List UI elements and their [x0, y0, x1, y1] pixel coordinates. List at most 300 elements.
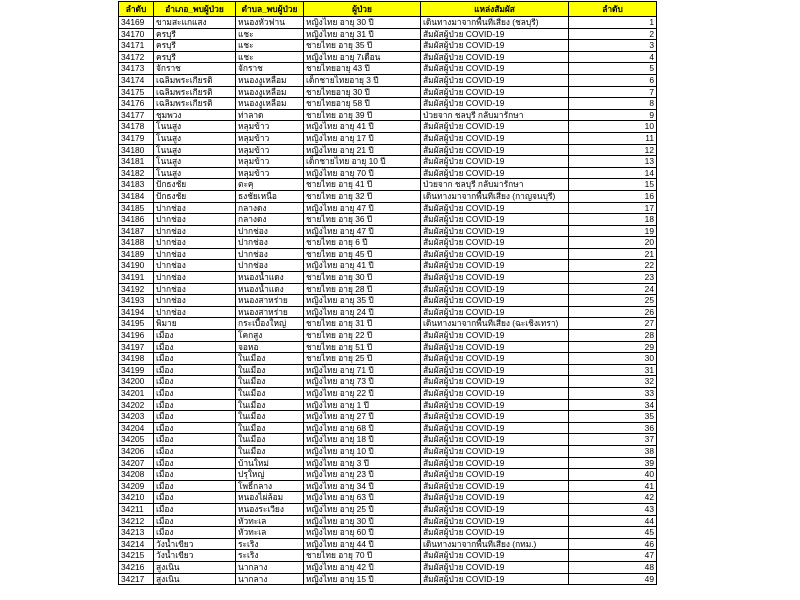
cell-subdistrict: ระเริง — [236, 550, 304, 562]
cell-exposure-source: สัมผัสผู้ป่วย COVID-19 — [421, 225, 569, 237]
cell-sequence: 41 — [569, 480, 657, 492]
table-row — [119, 40, 657, 52]
cell-sequence: 48 — [569, 561, 657, 573]
cell-patient: หญิงไทย อายุ 47 ปี — [304, 202, 421, 214]
cell-exposure-source: สัมผัสผู้ป่วย COVID-19 — [421, 202, 569, 214]
cell-district: เมือง — [154, 376, 236, 388]
cell-case-number: 34212 — [119, 515, 154, 527]
cell-district: ปากช่อง — [154, 225, 236, 237]
cell-sequence: 3 — [569, 40, 657, 52]
cell-exposure-source: สัมผัสผู้ป่วย COVID-19 — [421, 98, 569, 110]
table-row — [119, 492, 657, 504]
cell-exposure-source: สัมผัสผู้ป่วย COVID-19 — [421, 272, 569, 284]
cell-sequence: 29 — [569, 341, 657, 353]
cell-district: สูงเนิน — [154, 561, 236, 573]
cell-subdistrict: จักราช — [236, 63, 304, 75]
cell-case-number: 34172 — [119, 51, 154, 63]
cell-case-number: 34205 — [119, 434, 154, 446]
table-row — [119, 573, 657, 585]
table-row — [119, 132, 657, 144]
cell-case-number: 34214 — [119, 538, 154, 550]
cell-exposure-source: สัมผัสผู้ป่วย COVID-19 — [421, 330, 569, 342]
cell-district: ปากช่อง — [154, 306, 236, 318]
cell-district: เฉลิมพระเกียรติ — [154, 86, 236, 98]
cell-exposure-source: สัมผัสผู้ป่วย COVID-19 — [421, 237, 569, 249]
cell-district: เมือง — [154, 399, 236, 411]
cell-subdistrict: ตะคุ — [236, 179, 304, 191]
table-row — [119, 237, 657, 249]
cell-subdistrict: หนองสาหร่าย — [236, 295, 304, 307]
cell-patient: หญิงไทย อายุ 34 ปี — [304, 480, 421, 492]
cell-sequence: 33 — [569, 388, 657, 400]
cell-subdistrict: หลุมข้าว — [236, 156, 304, 168]
cell-district: จักราช — [154, 63, 236, 75]
cell-subdistrict: ปากช่อง — [236, 260, 304, 272]
cell-sequence: 11 — [569, 132, 657, 144]
cell-patient: หญิงไทย อายุ 27 ปี — [304, 411, 421, 423]
cell-subdistrict: ในเมือง — [236, 411, 304, 423]
cell-district: โนนสูง — [154, 132, 236, 144]
cell-case-number: 34178 — [119, 121, 154, 133]
cell-case-number: 34215 — [119, 550, 154, 562]
table-row — [119, 295, 657, 307]
table-row — [119, 202, 657, 214]
cell-district: ปากช่อง — [154, 248, 236, 260]
cell-sequence: 46 — [569, 538, 657, 550]
cell-exposure-source: สัมผัสผู้ป่วย COVID-19 — [421, 550, 569, 562]
cell-subdistrict: ในเมือง — [236, 434, 304, 446]
cell-sequence: 40 — [569, 469, 657, 481]
cell-exposure-source: สัมผัสผู้ป่วย COVID-19 — [421, 86, 569, 98]
cell-subdistrict: หนองน้ำแดง — [236, 283, 304, 295]
cell-subdistrict: หนองงูเหลือม — [236, 98, 304, 110]
cell-subdistrict: หลุมข้าว — [236, 144, 304, 156]
table-row — [119, 376, 657, 388]
cell-sequence: 45 — [569, 527, 657, 539]
cell-patient: ชายไทย อายุ 28 ปี — [304, 283, 421, 295]
cell-case-number: 34203 — [119, 411, 154, 423]
cell-exposure-source: สัมผัสผู้ป่วย COVID-19 — [421, 121, 569, 133]
cell-district: ชุมพวง — [154, 109, 236, 121]
cell-district: เมือง — [154, 364, 236, 376]
cell-case-number: 34177 — [119, 109, 154, 121]
cell-exposure-source: สัมผัสผู้ป่วย COVID-19 — [421, 51, 569, 63]
cell-subdistrict: หนองงูเหลือม — [236, 86, 304, 98]
cell-subdistrict: ธงชัยเหนือ — [236, 190, 304, 202]
cell-exposure-source: สัมผัสผู้ป่วย COVID-19 — [421, 376, 569, 388]
cell-exposure-source: สัมผัสผู้ป่วย COVID-19 — [421, 457, 569, 469]
cell-patient: หญิงไทย อายุ 15 ปี — [304, 573, 421, 585]
cell-sequence: 24 — [569, 283, 657, 295]
cell-district: เมือง — [154, 411, 236, 423]
cell-district: ปักธงชัย — [154, 190, 236, 202]
table-row — [119, 388, 657, 400]
cell-case-number: 34186 — [119, 214, 154, 226]
table-row — [119, 248, 657, 260]
cell-subdistrict: หนองหัวฟาน — [236, 17, 304, 29]
cell-sequence: 13 — [569, 156, 657, 168]
cell-district: ปากช่อง — [154, 283, 236, 295]
cell-case-number: 34209 — [119, 480, 154, 492]
cell-case-number: 34210 — [119, 492, 154, 504]
cell-patient: ชายไทย อายุ 35 ปี — [304, 40, 421, 52]
cell-exposure-source: สัมผัสผู้ป่วย COVID-19 — [421, 40, 569, 52]
cell-sequence: 15 — [569, 179, 657, 191]
cell-case-number: 34189 — [119, 248, 154, 260]
cell-sequence: 19 — [569, 225, 657, 237]
cell-patient: หญิงไทย อายุ 24 ปี — [304, 306, 421, 318]
cell-exposure-source: สัมผัสผู้ป่วย COVID-19 — [421, 515, 569, 527]
cell-district: ปากช่อง — [154, 202, 236, 214]
cell-case-number: 34173 — [119, 63, 154, 75]
cell-patient: ชายไทยอายุ 58 ปี — [304, 98, 421, 110]
cell-sequence: 12 — [569, 144, 657, 156]
table-row — [119, 17, 657, 29]
cell-district: โนนสูง — [154, 144, 236, 156]
cell-district: ปากช่อง — [154, 295, 236, 307]
table-row — [119, 51, 657, 63]
cell-district: เมือง — [154, 330, 236, 342]
cell-district: พิมาย — [154, 318, 236, 330]
cell-district: วังน้ำเขียว — [154, 538, 236, 550]
cell-sequence: 2 — [569, 28, 657, 40]
cell-sequence: 18 — [569, 214, 657, 226]
cell-case-number: 34199 — [119, 364, 154, 376]
table-row — [119, 28, 657, 40]
cell-case-number: 34204 — [119, 422, 154, 434]
table-row — [119, 550, 657, 562]
cell-case-number: 34179 — [119, 132, 154, 144]
table-row — [119, 74, 657, 86]
cell-case-number: 34197 — [119, 341, 154, 353]
cell-case-number: 34201 — [119, 388, 154, 400]
cell-patient: หญิงไทย อายุ 7เดือน — [304, 51, 421, 63]
cell-case-number: 34213 — [119, 527, 154, 539]
cell-subdistrict: ในเมือง — [236, 399, 304, 411]
cell-patient: หญิงไทย อายุ 21 ปี — [304, 144, 421, 156]
cell-sequence: 21 — [569, 248, 657, 260]
cell-subdistrict: นากลาง — [236, 561, 304, 573]
table-row — [119, 457, 657, 469]
cell-district: โนนสูง — [154, 156, 236, 168]
cell-district: ครบุรี — [154, 28, 236, 40]
cell-exposure-source: สัมผัสผู้ป่วย COVID-19 — [421, 167, 569, 179]
table-row — [119, 353, 657, 365]
cell-patient: หญิงไทย อายุ 44 ปี — [304, 538, 421, 550]
cell-exposure-source: สัมผัสผู้ป่วย COVID-19 — [421, 399, 569, 411]
cell-case-number: 34190 — [119, 260, 154, 272]
cell-subdistrict: หัวทะเล — [236, 515, 304, 527]
cell-case-number: 34176 — [119, 98, 154, 110]
cell-exposure-source: ป่วยจาก ชลบุรี กลับมารักษา — [421, 179, 569, 191]
cell-subdistrict: ท่าลาด — [236, 109, 304, 121]
cell-exposure-source: เดินทางมาจากพื้นที่เสี่ยง (กาญจนบุรี) — [421, 190, 569, 202]
cell-subdistrict: ปรุใหญ่ — [236, 469, 304, 481]
table-row — [119, 434, 657, 446]
cell-patient: ชายไทย อายุ 31 ปี — [304, 318, 421, 330]
cell-case-number: 34181 — [119, 156, 154, 168]
table-row — [119, 63, 657, 75]
cell-patient: ชายไทย อายุ 6 ปี — [304, 237, 421, 249]
cell-subdistrict: กระเบื้องใหญ่ — [236, 318, 304, 330]
cell-exposure-source: สัมผัสผู้ป่วย COVID-19 — [421, 63, 569, 75]
cell-case-number: 34184 — [119, 190, 154, 202]
cell-sequence: 9 — [569, 109, 657, 121]
cell-district: เมือง — [154, 457, 236, 469]
cell-sequence: 5 — [569, 63, 657, 75]
cell-exposure-source: สัมผัสผู้ป่วย COVID-19 — [421, 503, 569, 515]
cell-sequence: 43 — [569, 503, 657, 515]
cell-sequence: 10 — [569, 121, 657, 133]
cell-district: เฉลิมพระเกียรติ — [154, 98, 236, 110]
cell-district: เมือง — [154, 527, 236, 539]
cell-exposure-source: ป่วยจาก ชลบุรี กลับมารักษา — [421, 109, 569, 121]
table-body — [119, 17, 657, 585]
cell-exposure-source: สัมผัสผู้ป่วย COVID-19 — [421, 492, 569, 504]
cell-patient: ชายไทย อายุ 22 ปี — [304, 330, 421, 342]
cell-subdistrict: ในเมือง — [236, 376, 304, 388]
cell-case-number: 34171 — [119, 40, 154, 52]
cell-exposure-source: เดินทางมาจากพื้นที่เสี่ยง (ชลบุรี) — [421, 17, 569, 29]
cell-sequence: 30 — [569, 353, 657, 365]
cell-subdistrict: ในเมือง — [236, 388, 304, 400]
table-row — [119, 167, 657, 179]
cell-case-number: 34195 — [119, 318, 154, 330]
cell-patient: หญิงไทย อายุ 23 ปี — [304, 469, 421, 481]
cell-subdistrict: โพธิ์กลาง — [236, 480, 304, 492]
table-row — [119, 527, 657, 539]
cell-patient: หญิงไทย อายุ 1 ปี — [304, 399, 421, 411]
cell-exposure-source: สัมผัสผู้ป่วย COVID-19 — [421, 260, 569, 272]
header-seq: ลำดับ — [569, 2, 657, 17]
cell-exposure-source: สัมผัสผู้ป่วย COVID-19 — [421, 573, 569, 585]
cell-case-number: 34193 — [119, 295, 154, 307]
cell-district: ขามสะแกแสง — [154, 17, 236, 29]
cell-sequence: 39 — [569, 457, 657, 469]
cell-case-number: 34183 — [119, 179, 154, 191]
cell-exposure-source: สัมผัสผู้ป่วย COVID-19 — [421, 469, 569, 481]
cell-patient: หญิงไทย อายุ 42 ปี — [304, 561, 421, 573]
cell-subdistrict: ในเมือง — [236, 445, 304, 457]
cell-case-number: 34187 — [119, 225, 154, 237]
cell-district: โนนสูง — [154, 121, 236, 133]
cell-exposure-source: สัมผัสผู้ป่วย COVID-19 — [421, 74, 569, 86]
cell-case-number: 34216 — [119, 561, 154, 573]
cell-exposure-source: สัมผัสผู้ป่วย COVID-19 — [421, 480, 569, 492]
cell-district: วังน้ำเขียว — [154, 550, 236, 562]
cell-district: ปักธงชัย — [154, 179, 236, 191]
cell-sequence: 31 — [569, 364, 657, 376]
cell-district: เมือง — [154, 341, 236, 353]
cell-subdistrict: หลุมข้าว — [236, 121, 304, 133]
cell-case-number: 34182 — [119, 167, 154, 179]
cell-sequence: 17 — [569, 202, 657, 214]
cell-sequence: 47 — [569, 550, 657, 562]
table-row — [119, 156, 657, 168]
cell-subdistrict: ปากช่อง — [236, 248, 304, 260]
cell-case-number: 34196 — [119, 330, 154, 342]
table-row — [119, 538, 657, 550]
cell-sequence: 23 — [569, 272, 657, 284]
cell-sequence: 37 — [569, 434, 657, 446]
header-no: ลำดับ — [119, 2, 154, 17]
cell-district: เฉลิมพระเกียรติ — [154, 74, 236, 86]
cell-subdistrict: หนองระเวียง — [236, 503, 304, 515]
cell-subdistrict: ปากช่อง — [236, 225, 304, 237]
cell-patient: เด็กชายไทย อายุ 10 ปี — [304, 156, 421, 168]
cell-case-number: 34174 — [119, 74, 154, 86]
cell-patient: หญิงไทย อายุ 68 ปี — [304, 422, 421, 434]
cell-case-number: 34188 — [119, 237, 154, 249]
cell-subdistrict: กลางดง — [236, 214, 304, 226]
table-row — [119, 121, 657, 133]
cell-patient: หญิงไทย อายุ 30 ปี — [304, 515, 421, 527]
cell-patient: เด็กชายไทยอายุ 3 ปี — [304, 74, 421, 86]
cell-case-number: 34211 — [119, 503, 154, 515]
table-row — [119, 179, 657, 191]
cell-case-number: 34194 — [119, 306, 154, 318]
table-row — [119, 260, 657, 272]
cell-district: ปากช่อง — [154, 214, 236, 226]
cell-exposure-source: สัมผัสผู้ป่วย COVID-19 — [421, 283, 569, 295]
cell-sequence: 38 — [569, 445, 657, 457]
cell-subdistrict: กลางดง — [236, 202, 304, 214]
cell-sequence: 8 — [569, 98, 657, 110]
cell-patient: ชายไทย อายุ 70 ปี — [304, 550, 421, 562]
table-row — [119, 214, 657, 226]
cell-subdistrict: จอหอ — [236, 341, 304, 353]
cell-subdistrict: แชะ — [236, 28, 304, 40]
cell-case-number: 34200 — [119, 376, 154, 388]
cell-sequence: 1 — [569, 17, 657, 29]
cell-district: เมือง — [154, 353, 236, 365]
cell-district: ปากช่อง — [154, 272, 236, 284]
table-row — [119, 272, 657, 284]
cell-district: โนนสูง — [154, 167, 236, 179]
table-header-row — [119, 2, 657, 17]
cell-sequence: 27 — [569, 318, 657, 330]
table-row — [119, 445, 657, 457]
cell-patient: หญิงไทย อายุ 18 ปี — [304, 434, 421, 446]
cell-patient: ชายไทย อายุ 41 ปี — [304, 179, 421, 191]
cell-subdistrict: แชะ — [236, 51, 304, 63]
cell-exposure-source: เดินทางมาจากพื้นที่เสี่ยง (กทม.) — [421, 538, 569, 550]
table-row — [119, 109, 657, 121]
cell-district: เมือง — [154, 434, 236, 446]
cell-sequence: 42 — [569, 492, 657, 504]
cell-subdistrict: หนองงูเหลือม — [236, 74, 304, 86]
cell-patient: หญิงไทย อายุ 47 ปี — [304, 225, 421, 237]
cell-subdistrict: บ้านใหม่ — [236, 457, 304, 469]
case-table — [118, 1, 657, 585]
table-row — [119, 422, 657, 434]
table-row — [119, 330, 657, 342]
cell-patient: ชายไทย อายุ 32 ปี — [304, 190, 421, 202]
cell-exposure-source: สัมผัสผู้ป่วย COVID-19 — [421, 214, 569, 226]
cell-exposure-source: สัมผัสผู้ป่วย COVID-19 — [421, 132, 569, 144]
cell-patient: ชายไทยอายุ 30 ปี — [304, 86, 421, 98]
cell-case-number: 34185 — [119, 202, 154, 214]
cell-exposure-source: สัมผัสผู้ป่วย COVID-19 — [421, 306, 569, 318]
table-row — [119, 399, 657, 411]
cell-exposure-source: สัมผัสผู้ป่วย COVID-19 — [421, 156, 569, 168]
cell-case-number: 34192 — [119, 283, 154, 295]
cell-exposure-source: สัมผัสผู้ป่วย COVID-19 — [421, 434, 569, 446]
cell-district: เมือง — [154, 492, 236, 504]
cell-case-number: 34170 — [119, 28, 154, 40]
cell-subdistrict: ในเมือง — [236, 422, 304, 434]
cell-sequence: 49 — [569, 573, 657, 585]
cell-sequence: 32 — [569, 376, 657, 388]
table-row — [119, 225, 657, 237]
cell-exposure-source: สัมผัสผู้ป่วย COVID-19 — [421, 561, 569, 573]
cell-sequence: 25 — [569, 295, 657, 307]
cell-exposure-source: สัมผัสผู้ป่วย COVID-19 — [421, 527, 569, 539]
cell-subdistrict: หลุมข้าว — [236, 132, 304, 144]
cell-subdistrict: ในเมือง — [236, 364, 304, 376]
cell-sequence: 20 — [569, 237, 657, 249]
header-subdistrict: ตำบล_พบผู้ป่วย — [236, 2, 304, 17]
cell-patient: หญิงไทย อายุ 3 ปี — [304, 457, 421, 469]
cell-subdistrict: โคกสูง — [236, 330, 304, 342]
header-patient: ผู้ป่วย — [304, 2, 421, 17]
cell-case-number: 34175 — [119, 86, 154, 98]
cell-case-number: 34198 — [119, 353, 154, 365]
cell-exposure-source: สัมผัสผู้ป่วย COVID-19 — [421, 388, 569, 400]
cell-patient: หญิงไทย อายุ 41 ปี — [304, 260, 421, 272]
table-row — [119, 480, 657, 492]
cell-subdistrict: หลุมข้าว — [236, 167, 304, 179]
header-source: แหล่งสัมผัส — [421, 2, 569, 17]
cell-exposure-source: เดินทางมาจากพื้นที่เสี่ยง (ฉะเชิงเทรา) — [421, 318, 569, 330]
table-row — [119, 515, 657, 527]
cell-district: เมือง — [154, 422, 236, 434]
cell-subdistrict: ระเริง — [236, 538, 304, 550]
cell-patient: หญิงไทย อายุ 71 ปี — [304, 364, 421, 376]
cell-district: เมือง — [154, 503, 236, 515]
cell-case-number: 34206 — [119, 445, 154, 457]
cell-subdistrict: หัวทะเล — [236, 527, 304, 539]
cell-exposure-source: สัมผัสผู้ป่วย COVID-19 — [421, 295, 569, 307]
cell-exposure-source: สัมผัสผู้ป่วย COVID-19 — [421, 28, 569, 40]
cell-exposure-source: สัมผัสผู้ป่วย COVID-19 — [421, 445, 569, 457]
cell-sequence: 26 — [569, 306, 657, 318]
table-row — [119, 411, 657, 423]
cell-patient: หญิงไทย อายุ 17 ปี — [304, 132, 421, 144]
cell-patient: หญิงไทย อายุ 22 ปี — [304, 388, 421, 400]
cell-district: ครบุรี — [154, 40, 236, 52]
cell-case-number: 34191 — [119, 272, 154, 284]
cell-exposure-source: สัมผัสผู้ป่วย COVID-19 — [421, 144, 569, 156]
table-row — [119, 144, 657, 156]
table-row — [119, 364, 657, 376]
cell-district: สูงเนิน — [154, 573, 236, 585]
table-row — [119, 469, 657, 481]
table-row — [119, 98, 657, 110]
cell-sequence: 14 — [569, 167, 657, 179]
cell-sequence: 7 — [569, 86, 657, 98]
cell-case-number: 34207 — [119, 457, 154, 469]
table-row — [119, 341, 657, 353]
cell-case-number: 34217 — [119, 573, 154, 585]
cell-case-number: 34208 — [119, 469, 154, 481]
cell-district: ครบุรี — [154, 51, 236, 63]
cell-exposure-source: สัมผัสผู้ป่วย COVID-19 — [421, 353, 569, 365]
cell-sequence: 35 — [569, 411, 657, 423]
table-row — [119, 318, 657, 330]
cell-patient: หญิงไทย อายุ 41 ปี — [304, 121, 421, 133]
cell-district: เมือง — [154, 445, 236, 457]
